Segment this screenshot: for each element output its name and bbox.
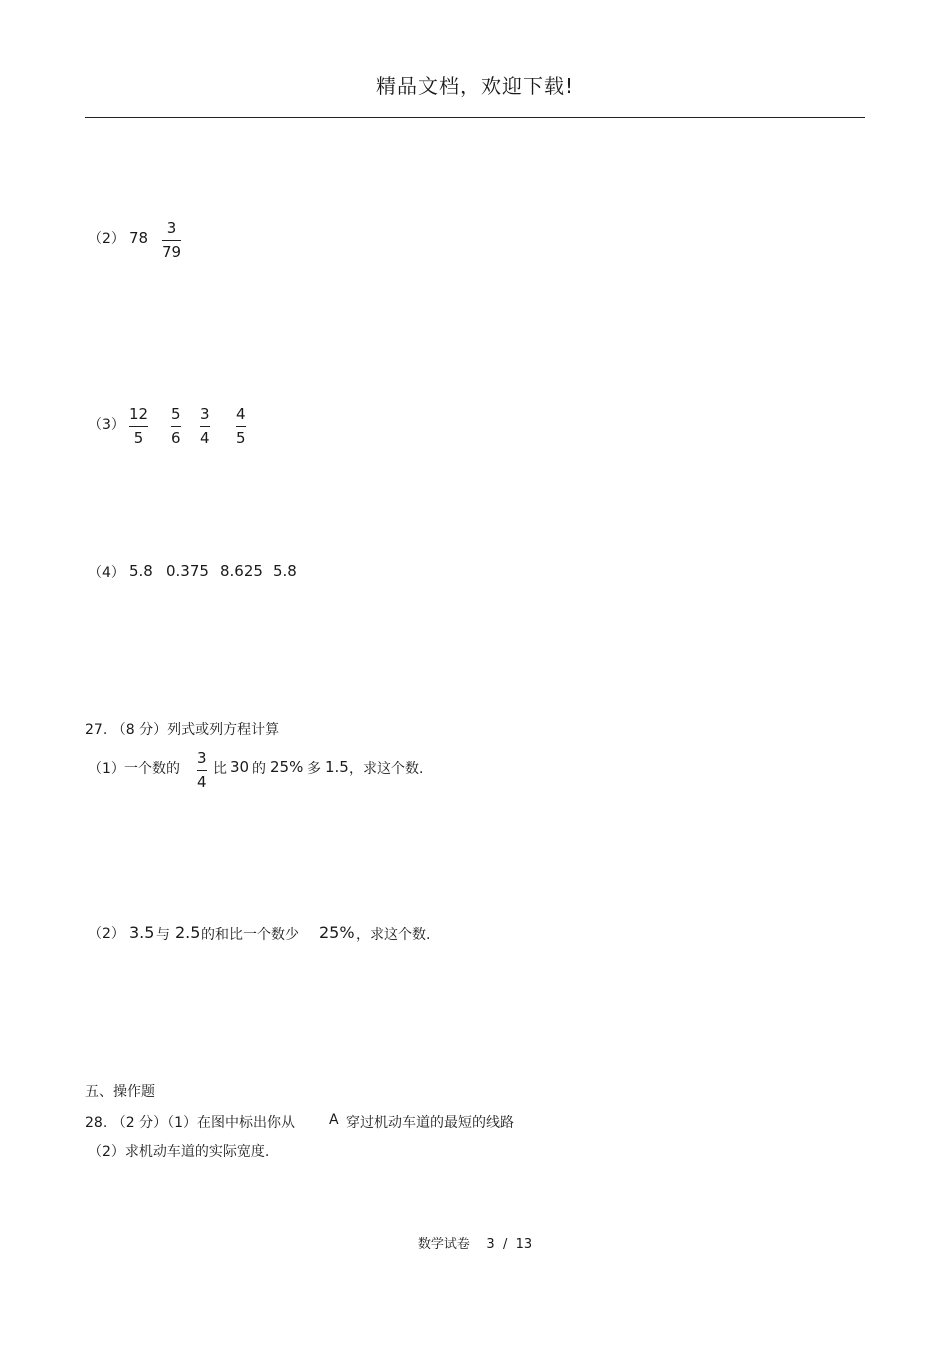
fraction-bar	[236, 426, 246, 427]
q26-part4-number: （4）	[88, 565, 125, 581]
footer-separator: /	[502, 1237, 508, 1252]
q26-part2-number: （2）	[88, 231, 125, 247]
q27-part2-text-post: ，求这个数.	[356, 927, 431, 943]
fraction-denominator: 6	[171, 429, 181, 447]
q26-part4-value-a: 5.8	[129, 562, 153, 580]
q26-part4-value-d: 5.8	[273, 562, 297, 580]
q26-part3-fraction-2	[171, 405, 181, 447]
q27-part1-n2: 1.5	[325, 758, 349, 776]
q26-part4-value-c: 8.625	[220, 562, 263, 580]
q27-part2-percent: 25%	[319, 923, 355, 942]
q28-line1-post: 穿过机动车道的最短的线路	[346, 1115, 514, 1131]
fraction-denominator: 4	[200, 429, 210, 447]
q27-part1-text-de: 的	[252, 761, 266, 777]
q27-part2-number: （2）	[88, 926, 125, 942]
fraction-numerator: 5	[171, 405, 181, 423]
q26-part2-value: 78	[129, 229, 149, 247]
q26-part4-value-b: 0.375	[166, 562, 209, 580]
q27-part1-text-post: ，求这个数.	[349, 761, 424, 777]
section-5-title: 五、操作题	[85, 1084, 155, 1100]
q27-part2-text-mid: 的和比一个数少	[201, 927, 299, 943]
q26-part3-number: （3）	[88, 417, 125, 433]
fraction-numerator: 3	[197, 749, 207, 767]
q27-part1-n1: 30	[230, 758, 250, 776]
q27-part2-b: 2.5	[175, 923, 201, 942]
q27-part1-fraction	[197, 749, 207, 791]
fraction-bar	[197, 770, 207, 771]
fraction-denominator: 4	[197, 773, 207, 791]
page-header-title: 精品文档，欢迎下载!	[375, 74, 575, 98]
footer-total-pages: 13	[515, 1237, 533, 1252]
q27-part1-text-pre: 一个数的	[124, 761, 180, 777]
q27-part1-text-bi: 比	[213, 761, 227, 777]
q26-part3-fraction-3	[200, 405, 210, 447]
fraction-denominator: 79	[162, 243, 182, 261]
fraction-bar	[129, 426, 148, 427]
fraction-numerator: 3	[166, 219, 177, 237]
footer-page-number: 3	[486, 1237, 495, 1252]
footer-label: 数学试卷	[417, 1237, 470, 1252]
q28-line1-point-a: A	[329, 1112, 339, 1128]
q27-part2-text-yu: 与	[156, 927, 170, 943]
q27-part1-percent: 25%	[270, 758, 304, 776]
q27-title: 27. （8 分）列式或列方程计算	[85, 722, 280, 738]
fraction-numerator: 4	[236, 405, 246, 423]
q26-part3-fraction-1	[129, 405, 148, 447]
fraction-denominator: 5	[133, 429, 144, 447]
header-divider	[85, 117, 865, 118]
fraction-bar	[200, 426, 210, 427]
q27-part1-text-duo: 多	[307, 761, 321, 777]
q26-part3-fraction-4	[236, 405, 246, 447]
page-footer	[0, 1233, 950, 1252]
fraction-numerator: 3	[200, 405, 210, 423]
q28-line2: （2）求机动车道的实际宽度.	[88, 1144, 270, 1160]
q27-part1-number: （1）	[88, 761, 125, 777]
q26-part2-fraction	[162, 219, 181, 261]
q27-part2-a: 3.5	[129, 923, 155, 942]
fraction-bar	[171, 426, 181, 427]
fraction-numerator: 12	[129, 405, 149, 423]
fraction-bar	[162, 240, 181, 241]
q28-line1-pre: 28. （2 分）（1）在图中标出你从	[85, 1115, 295, 1131]
fraction-denominator: 5	[236, 429, 246, 447]
